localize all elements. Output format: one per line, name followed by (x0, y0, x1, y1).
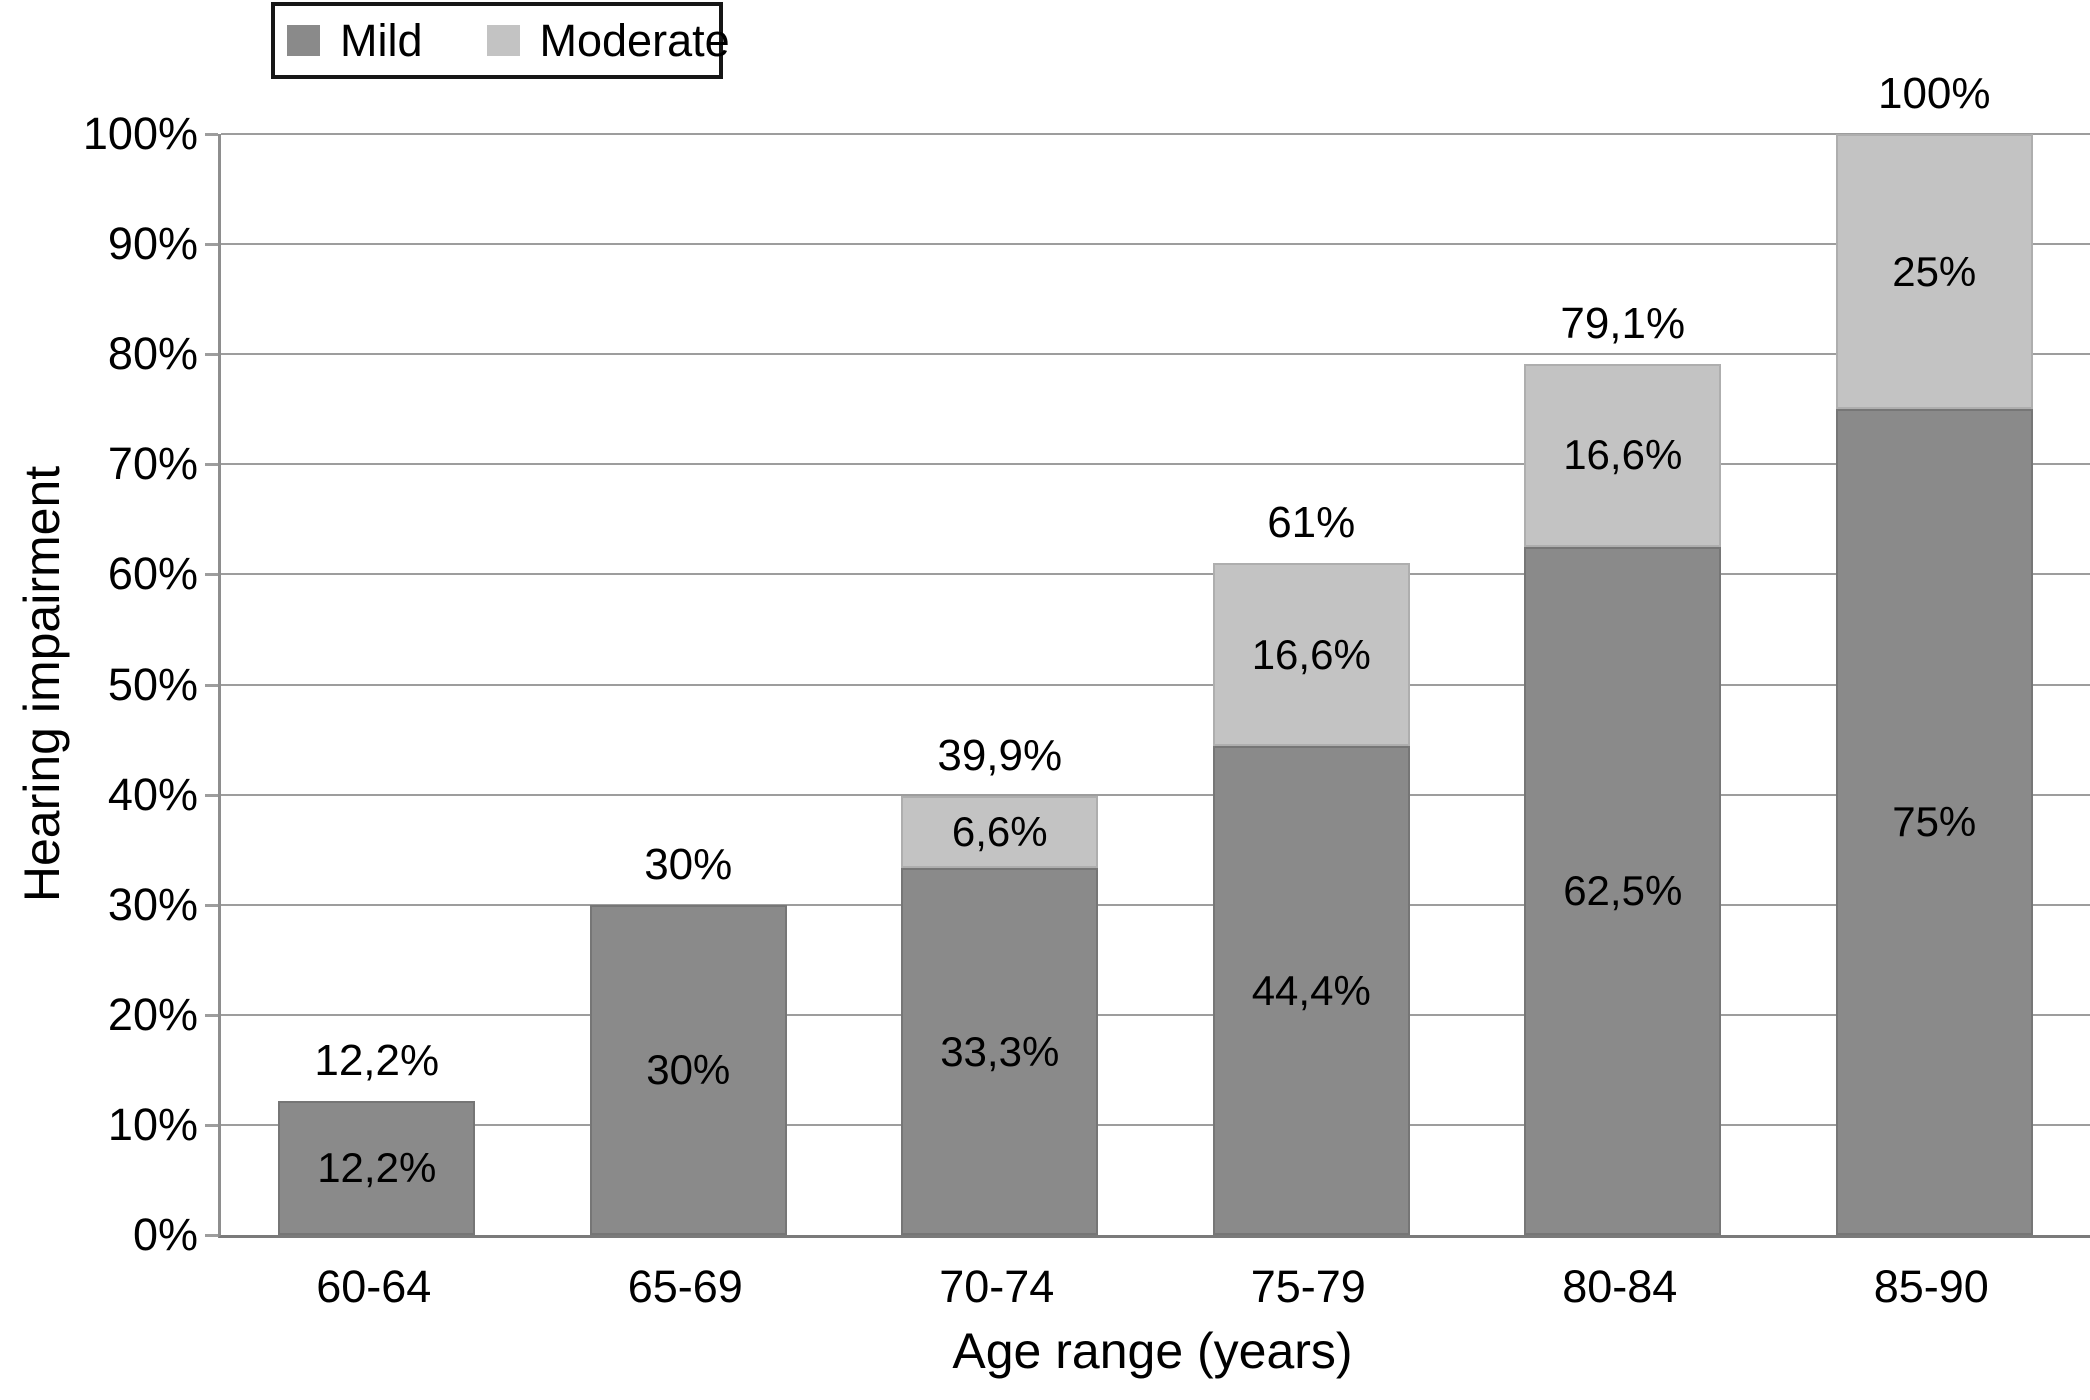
x-category-label: 85-90 (1873, 1261, 1989, 1312)
y-tick-mark-icon (205, 794, 218, 797)
segment-label-mild: 62,5% (1563, 866, 1683, 914)
bar-segment-moderate (1213, 563, 1410, 746)
legend-label-mild: Mild (340, 15, 423, 66)
segment-label-moderate: 16,6% (1251, 630, 1371, 678)
segment-label-mild: 44,4% (1251, 966, 1371, 1014)
y-axis-title: Hearing impairment (14, 465, 70, 903)
segment-label-moderate: 6,6% (951, 808, 1048, 856)
legend-item-moderate (487, 15, 730, 66)
gridline (221, 904, 2090, 906)
legend (271, 2, 730, 79)
y-tick-mark-icon (205, 573, 218, 576)
y-tick-mark-icon (205, 353, 218, 356)
bar-segment-mild (590, 905, 787, 1235)
gridline (221, 1014, 2090, 1016)
gridline (221, 573, 2090, 575)
bar-group (590, 134, 787, 1235)
y-tick-label: 60% (107, 548, 198, 600)
bar-total-label: 79,1% (1560, 299, 1686, 349)
gridline (221, 133, 2090, 135)
x-category-label: 60-64 (316, 1261, 432, 1312)
y-tick-mark-icon (205, 463, 218, 466)
bar-segment-moderate (901, 796, 1098, 869)
moderate-swatch-icon (487, 25, 520, 56)
segment-label-mild: 12,2% (317, 1143, 437, 1191)
bar-group (278, 134, 475, 1235)
bar-total-label: 39,9% (937, 730, 1063, 780)
x-category-label: 75-79 (1250, 1261, 1366, 1312)
gridline (221, 684, 2090, 686)
bar-group (1524, 134, 1721, 1235)
y-tick-label: 100% (82, 108, 198, 159)
segment-label-mild: 33,3% (940, 1027, 1060, 1075)
y-tick-label: 80% (107, 328, 198, 380)
gridline (221, 353, 2090, 355)
y-tick-mark-icon (205, 1234, 218, 1237)
x-axis-title: Age range (years) (952, 1323, 1353, 1379)
segment-label-moderate: 25% (1892, 247, 1977, 295)
legend-label-moderate: Moderate (539, 15, 730, 66)
y-tick-mark-icon (205, 684, 218, 687)
bar-group (901, 134, 1098, 1235)
y-tick-mark-icon (205, 133, 218, 136)
bar-total-label: 30% (644, 839, 733, 889)
x-category-label: 80-84 (1562, 1261, 1678, 1312)
bar-group (1836, 69, 2033, 1235)
bar-segment-moderate (1836, 134, 2033, 409)
y-tick-label: 20% (107, 988, 198, 1040)
gridline (221, 463, 2090, 465)
bar-total-label: 12,2% (314, 1035, 440, 1085)
y-tick-label: 40% (107, 768, 198, 820)
legend-item-mild (287, 15, 423, 66)
y-tick-label: 0% (132, 1209, 198, 1260)
plot-area (218, 69, 2090, 1238)
bar-total-label: 61% (1267, 498, 1356, 548)
bar-segment-mild (1836, 409, 2033, 1235)
bar-segment-moderate (1524, 364, 1721, 547)
y-tick-label: 90% (107, 218, 198, 270)
bar-group (1213, 134, 1410, 1235)
bar-segment-mild (901, 868, 1098, 1235)
gridline (221, 243, 2090, 245)
y-tick-mark-icon (205, 1014, 218, 1017)
y-tick-label: 10% (107, 1098, 198, 1150)
y-tick-mark-icon (205, 904, 218, 907)
x-category-label: 70-74 (939, 1261, 1055, 1312)
y-tick-label: 30% (107, 878, 198, 930)
bar-segment-mild (1213, 746, 1410, 1235)
bar-segment-mild (278, 1101, 475, 1235)
segment-label-mild: 75% (1892, 798, 1977, 846)
y-tick-mark-icon (205, 243, 218, 246)
bar-segment-mild (1524, 547, 1721, 1235)
y-tick-label: 70% (107, 438, 198, 490)
mild-swatch-icon (287, 25, 320, 56)
y-tick-label: 50% (107, 658, 198, 710)
x-category-label: 65-69 (627, 1261, 743, 1312)
segment-label-mild: 30% (646, 1045, 731, 1093)
bar-total-label: 100% (1877, 69, 1991, 118)
segment-label-moderate: 16,6% (1563, 431, 1683, 479)
gridline (221, 1124, 2090, 1126)
y-tick-mark-icon (205, 1124, 218, 1127)
gridline (221, 794, 2090, 796)
